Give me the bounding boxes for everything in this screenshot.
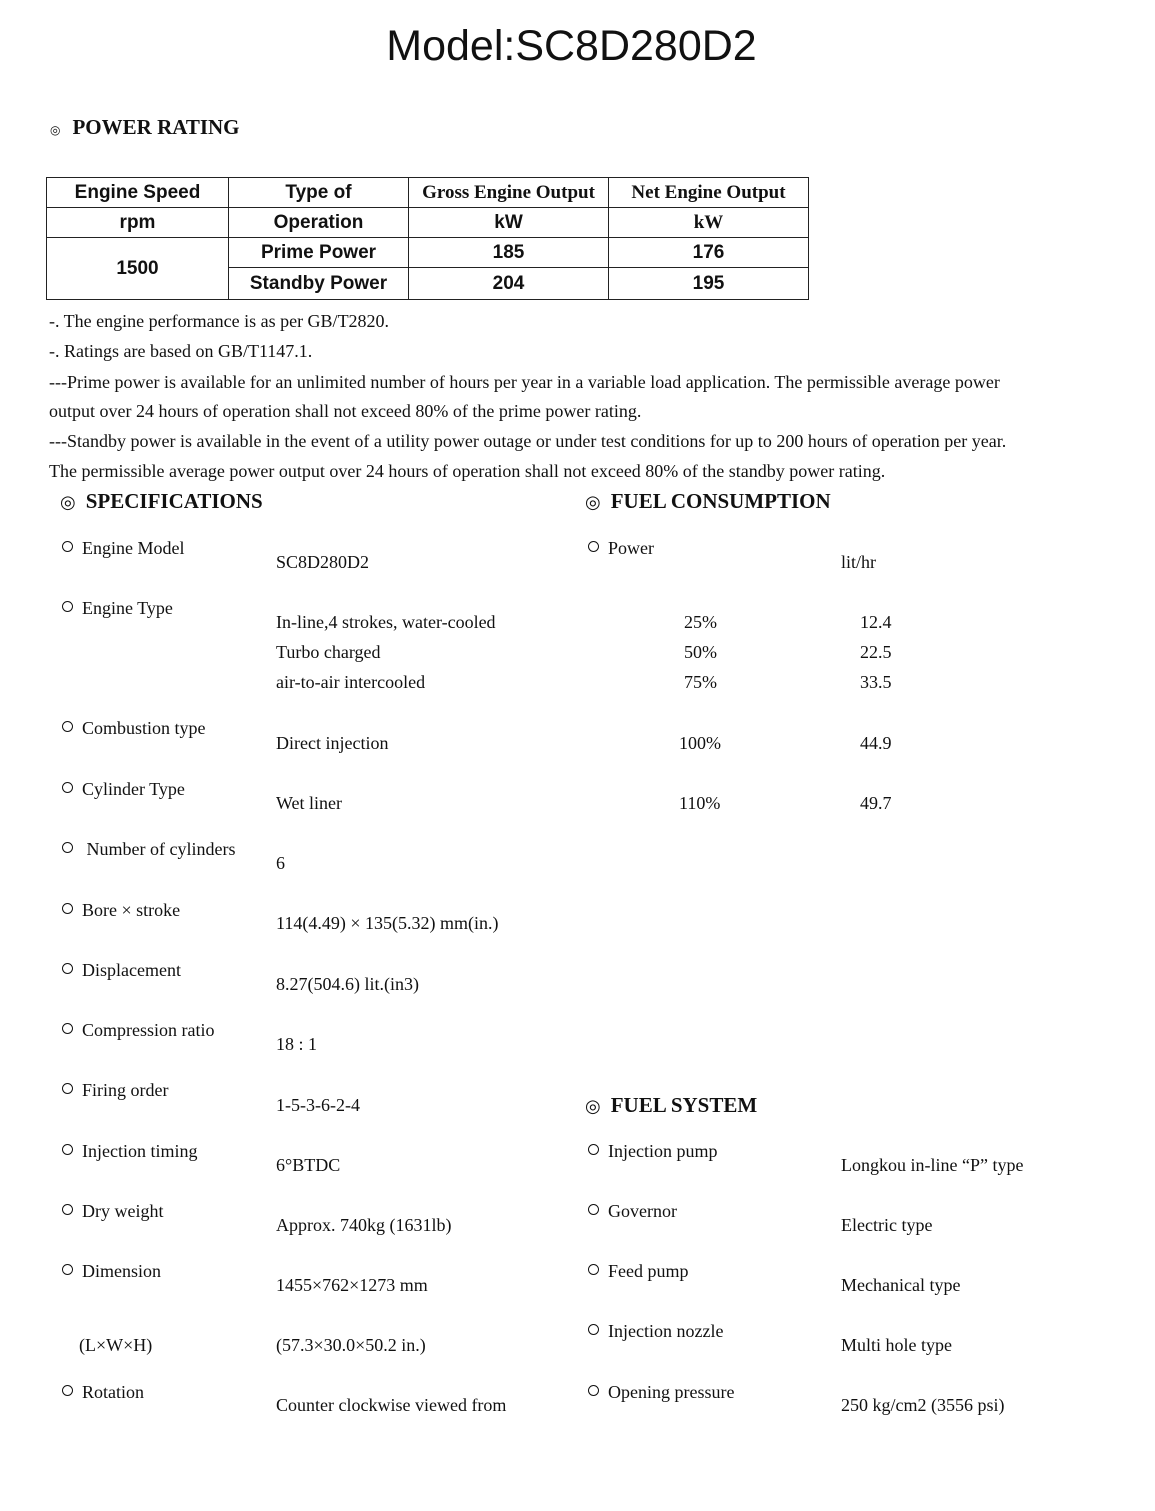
note-line: -. The engine performance is as per GB/T2820. (49, 311, 390, 331)
fuel-unit: lit/hr (841, 552, 876, 572)
spec-label: (L×W×H) (79, 1335, 153, 1355)
fuel-power-label: Power (588, 538, 654, 559)
spec-value: 6°BTDC (276, 1155, 341, 1175)
fuel-value: 12.4 (860, 612, 892, 632)
fuel-load: 25% (684, 612, 717, 632)
fuel-load: 110% (679, 793, 721, 813)
spec-value: 1455×762×1273 mm (276, 1275, 428, 1295)
spec-label: Injection timing (62, 1141, 197, 1162)
fuel-system-label: Injection nozzle (588, 1321, 723, 1342)
spec-label: Displacement (62, 960, 181, 981)
specifications-heading-text: SPECIFICATIONS (85, 489, 263, 513)
fuel-value: 49.7 (860, 793, 892, 813)
fuel-system-heading-text: FUEL SYSTEM (610, 1093, 758, 1117)
circle-bullet-icon (62, 903, 73, 914)
power-rating-heading-text: POWER RATING (72, 115, 240, 139)
circle-bullet-icon (62, 1264, 73, 1275)
circle-bullet-icon (588, 1264, 599, 1275)
fuel-system-label: Opening pressure (588, 1382, 734, 1403)
circle-bullet-icon (588, 1204, 599, 1215)
circle-bullet-icon (62, 541, 73, 552)
circle-bullet-icon (588, 1144, 599, 1155)
spec-label: Combustion type (62, 718, 206, 739)
spec-value: 1-5-3-6-2-4 (276, 1095, 360, 1115)
double-circle-icon: ◎ (585, 492, 601, 512)
spec-value: Direct injection (276, 733, 389, 753)
fuel-consumption-heading-text: FUEL CONSUMPTION (610, 489, 831, 513)
header-engine-speed: Engine Speed (47, 178, 229, 208)
gross-cell: 204 (409, 268, 609, 300)
spec-value: Wet liner (276, 793, 343, 813)
fuel-load: 50% (684, 642, 717, 662)
circle-bullet-icon (62, 782, 73, 793)
table-row (47, 238, 809, 268)
operation-cell: Prime Power (229, 238, 409, 268)
circle-bullet-icon (62, 1023, 73, 1034)
table-units-row (47, 208, 809, 238)
fuel-system-heading (585, 1093, 757, 1118)
circle-bullet-icon (62, 1385, 73, 1396)
double-circle-icon: ◎ (50, 123, 61, 137)
header-gross-output: Gross Engine Output (409, 178, 609, 208)
spec-label: Rotation (62, 1382, 144, 1403)
spec-value: Counter clockwise viewed from (276, 1395, 507, 1415)
note-line: output over 24 hours of operation shall not exceed 80% of the prime power rating. (49, 401, 642, 421)
spec-label: Bore × stroke (62, 900, 180, 921)
specifications-heading (60, 489, 263, 514)
header-type-of: Type of (229, 178, 409, 208)
spec-label: Firing order (62, 1080, 168, 1101)
spec-value: air-to-air intercooled (276, 672, 426, 692)
spec-label: Engine Model (62, 538, 184, 559)
spec-value: 18 : 1 (276, 1034, 318, 1054)
spec-label: Dimension (62, 1261, 161, 1282)
gross-cell: 185 (409, 238, 609, 268)
spec-label: Engine Type (62, 598, 173, 619)
net-cell: 176 (609, 238, 809, 268)
engine-speed-value: 1500 (47, 238, 229, 300)
note-line: ---Standby power is available in the event of a utility power outage or under test conditions for up to 200 hours of operation per year. (49, 431, 1007, 451)
unit-operation: Operation (229, 208, 409, 238)
fuel-system-label: Feed pump (588, 1261, 689, 1282)
fuel-system-value: Electric type (841, 1215, 933, 1235)
spec-value: Approx. 740kg (1631lb) (276, 1215, 452, 1235)
page-title: Model:SC8D280D2 (386, 22, 757, 70)
spec-value: (57.3×30.0×50.2 in.) (276, 1335, 426, 1355)
spec-value: SC8D280D2 (276, 552, 370, 572)
fuel-system-value: 250 kg/cm2 (3556 psi) (841, 1395, 1005, 1415)
net-cell: 195 (609, 268, 809, 300)
circle-bullet-icon (62, 601, 73, 612)
fuel-system-value: Multi hole type (841, 1335, 952, 1355)
note-line: ---Prime power is available for an unlimited number of hours per year in a variable load application. The permissible average power (49, 372, 1000, 392)
spec-label: Number of cylinders (62, 839, 235, 860)
power-rating-heading (50, 115, 240, 140)
fuel-value: 22.5 (860, 642, 892, 662)
unit-rpm: rpm (47, 208, 229, 238)
fuel-consumption-heading (585, 489, 831, 514)
spec-value: 114(4.49) × 135(5.32) mm(in.) (276, 913, 499, 933)
spec-label: Cylinder Type (62, 779, 185, 800)
header-net-output: Net Engine Output (609, 178, 809, 208)
spec-label: Dry weight (62, 1201, 163, 1222)
fuel-system-value: Mechanical type (841, 1275, 961, 1295)
fuel-system-label: Governor (588, 1201, 677, 1222)
circle-bullet-icon (588, 1324, 599, 1335)
spec-value: 6 (276, 853, 285, 873)
spec-value: 8.27(504.6) lit.(in3) (276, 974, 419, 994)
circle-bullet-icon (62, 721, 73, 732)
power-rating-table (46, 177, 809, 300)
circle-bullet-icon (62, 842, 73, 853)
circle-bullet-icon (588, 541, 599, 552)
spec-label: Compression ratio (62, 1020, 215, 1041)
unit-net-kw: kW (609, 208, 809, 238)
note-line: The permissible average power output over 24 hours of operation shall not exceed 80% of the standby power rating. (49, 461, 886, 481)
circle-bullet-icon (62, 963, 73, 974)
operation-cell: Standby Power (229, 268, 409, 300)
note-line: -. Ratings are based on GB/T1147.1. (49, 341, 313, 361)
circle-bullet-icon (62, 1083, 73, 1094)
fuel-value: 44.9 (860, 733, 892, 753)
spec-value: Turbo charged (276, 642, 381, 662)
double-circle-icon: ◎ (585, 1096, 601, 1116)
circle-bullet-icon (62, 1144, 73, 1155)
fuel-value: 33.5 (860, 672, 892, 692)
fuel-system-label: Injection pump (588, 1141, 717, 1162)
fuel-load: 100% (679, 733, 721, 753)
fuel-system-value: Longkou in-line “P” type (841, 1155, 1024, 1175)
unit-gross-kw: kW (409, 208, 609, 238)
table-header-row (47, 178, 809, 208)
circle-bullet-icon (588, 1385, 599, 1396)
fuel-load: 75% (684, 672, 717, 692)
circle-bullet-icon (62, 1204, 73, 1215)
spec-value: In-line,4 strokes, water-cooled (276, 612, 496, 632)
double-circle-icon: ◎ (60, 492, 76, 512)
